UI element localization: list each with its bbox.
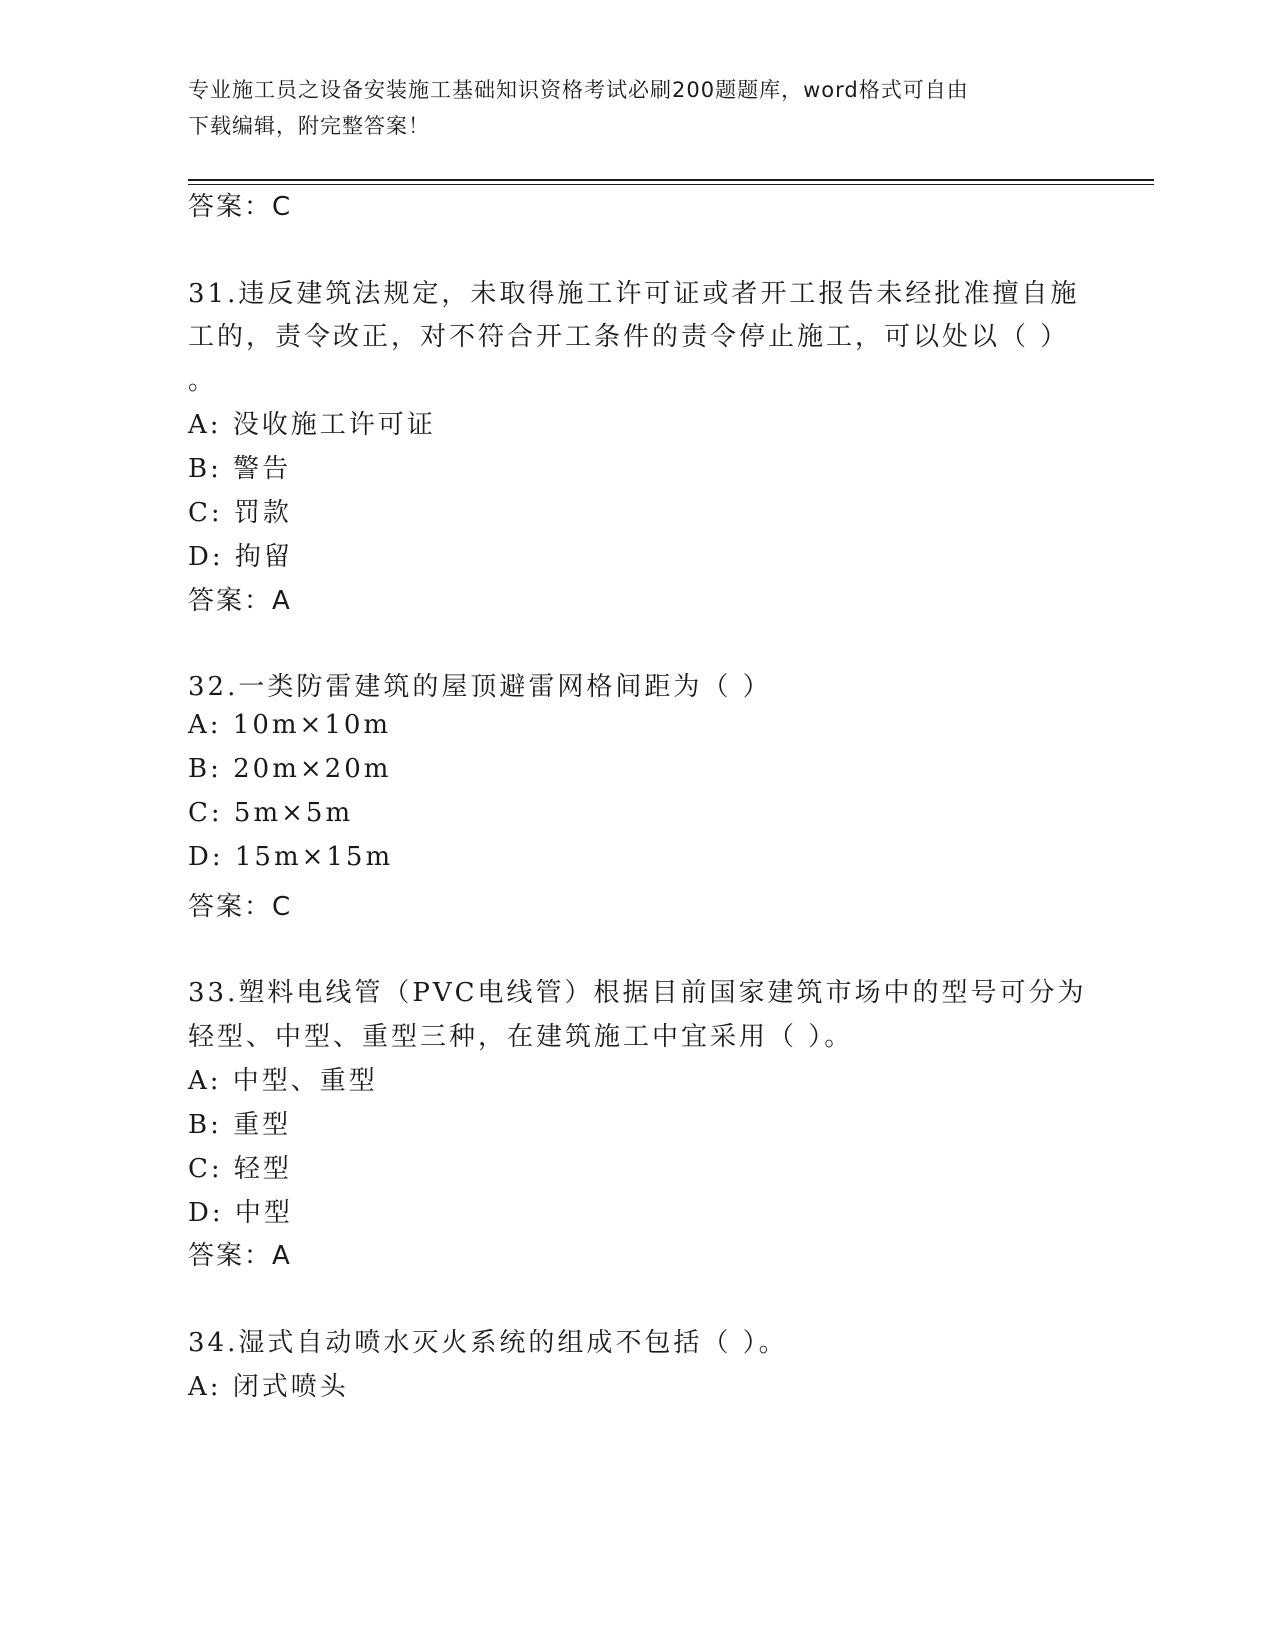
question-31-line-1: 31.违反建筑法规定，未取得施工许可证或者开工报告未经批准擅自施	[188, 279, 1080, 309]
question-31-line-2: 工的，责令改正，对不符合开工条件的责令停止施工，可以处以（ ）	[188, 322, 1070, 352]
question-31-option-c: C: 罚款	[188, 498, 292, 528]
question-33-option-b: B: 重型	[188, 1110, 292, 1140]
question-31-line-3: 。	[188, 366, 218, 396]
question-32-answer: 答案：C	[188, 892, 293, 922]
previous-answer: 答案：C	[188, 192, 293, 222]
question-33-option-d: D: 中型	[188, 1198, 293, 1228]
header-line-2: 下载编辑，附完整答案！	[188, 114, 430, 138]
question-33-line-1: 33.塑料电线管（PVC电线管）根据目前国家建筑市场中的型号可分为	[188, 978, 1087, 1008]
question-33-answer: 答案：A	[188, 1241, 292, 1271]
question-33-option-c: C: 轻型	[188, 1154, 292, 1184]
question-32-line-1: 32.一类防雷建筑的屋顶避雷网格间距为（ ）	[188, 672, 772, 702]
question-33-line-2: 轻型、中型、重型三种，在建筑施工中宜采用（ ）。	[188, 1022, 854, 1052]
question-31-option-d: D: 拘留	[188, 542, 293, 572]
header-rule-thin	[188, 184, 1154, 185]
question-34-line-1: 34.湿式自动喷水灭火系统的组成不包括（ ）。	[188, 1328, 788, 1358]
question-32-option-c: C: 5m×5m	[188, 798, 354, 828]
question-31-option-b: B: 警告	[188, 454, 292, 484]
question-32-option-d: D: 15m×15m	[188, 842, 394, 872]
document-header	[188, 72, 1088, 144]
header-line-1: 专业施工员之设备安装施工基础知识资格考试必刷200题题库，word格式可自由	[188, 78, 969, 102]
question-32-option-b: B: 20m×20m	[188, 754, 392, 784]
question-31-option-a: A: 没收施工许可证	[188, 410, 436, 440]
question-34-option-a: A: 闭式喷头	[188, 1372, 349, 1402]
header-rule-thick	[188, 179, 1154, 181]
question-31-answer: 答案：A	[188, 586, 292, 616]
question-32-option-a: A: 10m×10m	[188, 710, 392, 740]
question-33-option-a: A: 中型、重型	[188, 1066, 378, 1096]
